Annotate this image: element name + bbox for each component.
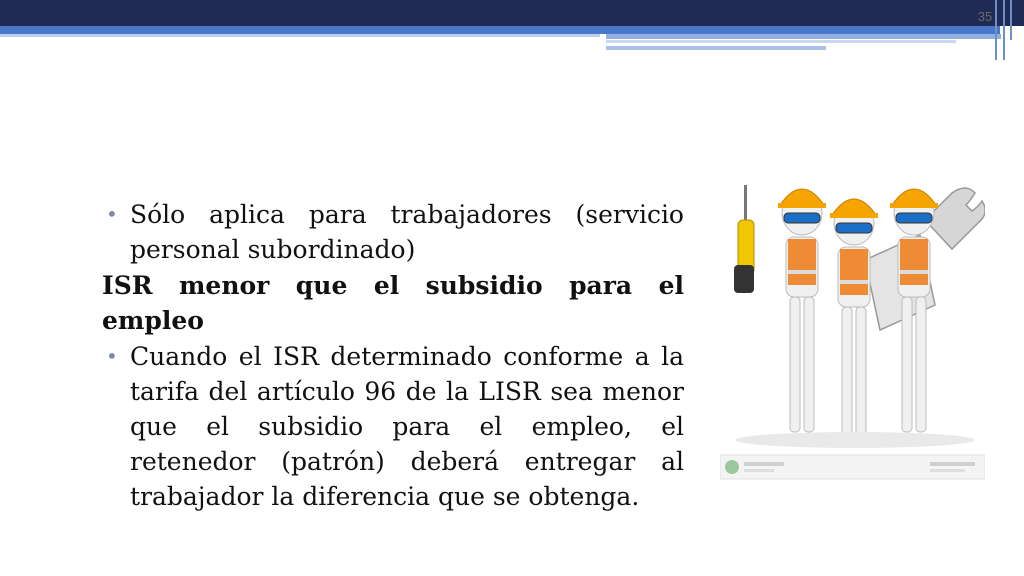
bullet-text: Sólo aplica para trabajadores (servicio personal subordinado) <box>130 200 684 264</box>
bullet-text: Cuando el ISR determinado conforme a la tarifa del artículo 96 de la LISR sea menor que el subsidio para el empleo, el retenedor (patrón) deberá entregar al trabajador la diferencia que se obtenga. <box>130 342 684 511</box>
accent-stripe-light <box>0 34 600 37</box>
wrench-icon <box>925 188 985 249</box>
accent-stripe-right <box>606 34 1001 39</box>
accent-stripe-right-3 <box>606 46 826 50</box>
bullet-item <box>102 197 684 267</box>
accent-stripe <box>0 26 1000 34</box>
worker-center <box>830 199 878 442</box>
decor-line <box>1003 0 1005 60</box>
accent-stripe-right-2 <box>606 40 956 43</box>
construction-workers-illustration <box>720 165 985 485</box>
bullet-item <box>102 339 684 514</box>
section-heading: ISR menor que el subsidio para el empleo <box>102 271 684 335</box>
top-bar <box>0 0 1024 26</box>
slide-body <box>102 197 684 514</box>
bullet-icon: • <box>106 202 118 226</box>
page-number: 35 <box>977 9 993 24</box>
drill-icon <box>734 185 754 293</box>
decor-line <box>1010 0 1012 40</box>
worker-left <box>778 189 826 432</box>
bullet-icon: • <box>106 344 118 368</box>
